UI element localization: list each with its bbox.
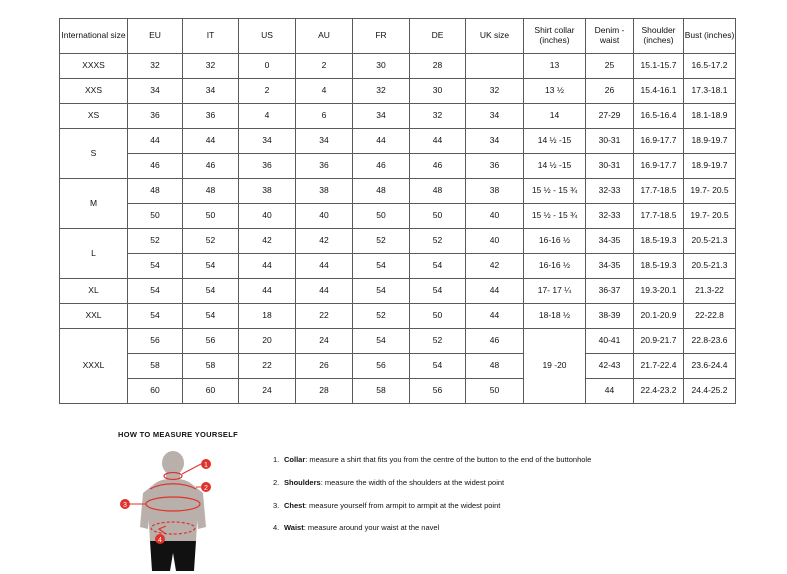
- cell-de: 32: [410, 104, 466, 129]
- cell-shoulder: 20.1-20.9: [634, 304, 684, 329]
- cell-us: 38: [239, 179, 296, 204]
- cell-shirt-collar: 15 ½ - 15 ¾: [524, 179, 586, 204]
- cell-us: 36: [239, 154, 296, 179]
- cell-denim-waist: 32-33: [586, 179, 634, 204]
- cell-shirt-collar: 17- 17 ¼: [524, 279, 586, 304]
- measure-item-number: 4.: [273, 523, 280, 533]
- cell-it: 34: [183, 79, 239, 104]
- cell-au: 44: [296, 279, 353, 304]
- measure-instruction-item: [273, 478, 591, 488]
- table-body: [60, 54, 736, 404]
- cell-fr: 58: [353, 379, 410, 404]
- cell-bust: 24.4-25.2: [684, 379, 736, 404]
- cell-it: 44: [183, 129, 239, 154]
- cell-us: 18: [239, 304, 296, 329]
- table-row: [60, 104, 736, 129]
- cell-fr: 52: [353, 304, 410, 329]
- cell-fr: 54: [353, 279, 410, 304]
- measure-item-term: Collar: [284, 455, 306, 464]
- cell-de: 52: [410, 229, 466, 254]
- cell-international-size: L: [60, 229, 128, 279]
- column-header-de: DE: [410, 19, 466, 54]
- cell-us: 4: [239, 104, 296, 129]
- cell-de: 54: [410, 254, 466, 279]
- cell-de: 44: [410, 129, 466, 154]
- cell-uk: 48: [466, 354, 524, 379]
- cell-international-size: XXL: [60, 304, 128, 329]
- cell-bust: 20.5-21.3: [684, 254, 736, 279]
- column-header-fr: FR: [353, 19, 410, 54]
- cell-fr: 44: [353, 129, 410, 154]
- cell-denim-waist: 38-39: [586, 304, 634, 329]
- cell-eu: 56: [128, 329, 183, 354]
- cell-shoulder: 15.1-15.7: [634, 54, 684, 79]
- cell-us: 44: [239, 254, 296, 279]
- svg-text:2: 2: [204, 485, 208, 492]
- cell-international-size: XXS: [60, 79, 128, 104]
- cell-fr: 48: [353, 179, 410, 204]
- measure-item-term: Chest: [284, 500, 305, 510]
- cell-uk: 42: [466, 254, 524, 279]
- measure-item-term: Waist: [284, 523, 304, 533]
- cell-shoulder: 20.9-21.7: [634, 329, 684, 354]
- cell-shirt-collar: 13 ½: [524, 79, 586, 104]
- cell-uk: 34: [466, 104, 524, 129]
- cell-uk: 44: [466, 279, 524, 304]
- size-chart-table: [59, 18, 736, 404]
- cell-de: 56: [410, 379, 466, 404]
- cell-shirt-collar: 18-18 ½: [524, 304, 586, 329]
- measure-item-text: : measure a shirt that fits you from the centre of the button to the end of the buttonhole: [305, 455, 592, 464]
- cell-it: 50: [183, 204, 239, 229]
- cell-au: 2: [296, 54, 353, 79]
- cell-us: 40: [239, 204, 296, 229]
- cell-au: 4: [296, 79, 353, 104]
- cell-denim-waist: 36-37: [586, 279, 634, 304]
- cell-us: 0: [239, 54, 296, 79]
- cell-shirt-collar: 16-16 ½: [524, 254, 586, 279]
- measure-item-term: Shoulders: [284, 477, 321, 487]
- cell-eu: 60: [128, 379, 183, 404]
- cell-eu: 54: [128, 254, 183, 279]
- cell-shirt-collar: 14: [524, 104, 586, 129]
- table-row: [60, 304, 736, 329]
- cell-it: 52: [183, 229, 239, 254]
- cell-eu: 44: [128, 129, 183, 154]
- cell-bust: 20.5-21.3: [684, 229, 736, 254]
- table-row: [60, 229, 736, 254]
- cell-fr: 54: [353, 329, 410, 354]
- cell-denim-waist: 34-35: [586, 229, 634, 254]
- measure-item-text: : measure around your waist at the navel: [303, 523, 440, 533]
- cell-au: 6: [296, 104, 353, 129]
- cell-de: 46: [410, 154, 466, 179]
- cell-de: 28: [410, 54, 466, 79]
- cell-uk: 34: [466, 129, 524, 154]
- cell-au: 28: [296, 379, 353, 404]
- table-row: [60, 79, 736, 104]
- cell-uk: 44: [466, 304, 524, 329]
- cell-it: 36: [183, 104, 239, 129]
- how-to-measure-section: [118, 430, 718, 569]
- cell-fr: 30: [353, 54, 410, 79]
- cell-us: 34: [239, 129, 296, 154]
- cell-fr: 46: [353, 154, 410, 179]
- cell-shoulder: 17.7-18.5: [634, 179, 684, 204]
- cell-fr: 54: [353, 254, 410, 279]
- column-header-eu: EU: [128, 19, 183, 54]
- cell-bust: 22.8-23.6: [684, 329, 736, 354]
- cell-au: 42: [296, 229, 353, 254]
- cell-shirt-collar: 14 ½ -15: [524, 129, 586, 154]
- cell-eu: 58: [128, 354, 183, 379]
- table-header-row: [60, 19, 736, 54]
- cell-it: 60: [183, 379, 239, 404]
- cell-shoulder: 22.4-23.2: [634, 379, 684, 404]
- cell-international-size: XL: [60, 279, 128, 304]
- cell-eu: 34: [128, 79, 183, 104]
- cell-eu: 46: [128, 154, 183, 179]
- cell-eu: 52: [128, 229, 183, 254]
- cell-de: 54: [410, 279, 466, 304]
- table-row: [60, 129, 736, 154]
- cell-au: 44: [296, 254, 353, 279]
- table-row: [60, 254, 736, 279]
- cell-it: 48: [183, 179, 239, 204]
- table-row: [60, 279, 736, 304]
- cell-uk: 32: [466, 79, 524, 104]
- cell-eu: 54: [128, 279, 183, 304]
- cell-eu: 36: [128, 104, 183, 129]
- cell-shirt-collar: 19 -20: [524, 329, 586, 404]
- cell-international-size: XXXL: [60, 329, 128, 404]
- cell-au: 40: [296, 204, 353, 229]
- cell-it: 46: [183, 154, 239, 179]
- cell-us: 22: [239, 354, 296, 379]
- cell-denim-waist: 30-31: [586, 129, 634, 154]
- cell-shoulder: 15.4-16.1: [634, 79, 684, 104]
- cell-international-size: XXXS: [60, 54, 128, 79]
- cell-international-size: M: [60, 179, 128, 229]
- cell-shirt-collar: 14 ½ -15: [524, 154, 586, 179]
- body-figure-illustration: [118, 449, 228, 574]
- cell-bust: 21.3-22: [684, 279, 736, 304]
- cell-shoulder: 16.5-16.4: [634, 104, 684, 129]
- cell-eu: 48: [128, 179, 183, 204]
- cell-de: 30: [410, 79, 466, 104]
- cell-bust: 17.3-18.1: [684, 79, 736, 104]
- cell-denim-waist: 26: [586, 79, 634, 104]
- cell-uk: 46: [466, 329, 524, 354]
- cell-international-size: S: [60, 129, 128, 179]
- measure-item-number: 1.: [273, 455, 280, 464]
- cell-denim-waist: 30-31: [586, 154, 634, 179]
- measure-item-text: : measure yourself from armpit to armpit at the widest point: [304, 500, 501, 510]
- cell-shoulder: 18.5-19.3: [634, 254, 684, 279]
- cell-shoulder: 17.7-18.5: [634, 204, 684, 229]
- column-header-us: US: [239, 19, 296, 54]
- table-row: [60, 179, 736, 204]
- measure-item-text: : measure the width of the shoulders at the widest point: [320, 477, 505, 487]
- cell-denim-waist: 44: [586, 379, 634, 404]
- column-header-it: IT: [183, 19, 239, 54]
- cell-us: 2: [239, 79, 296, 104]
- measure-instruction-item: [273, 455, 591, 465]
- table-row: [60, 329, 736, 354]
- cell-fr: 34: [353, 104, 410, 129]
- cell-au: 24: [296, 329, 353, 354]
- cell-denim-waist: 34-35: [586, 254, 634, 279]
- cell-bust: 18.9-19.7: [684, 129, 736, 154]
- cell-it: 56: [183, 329, 239, 354]
- cell-bust: 23.6-24.4: [684, 354, 736, 379]
- cell-it: 54: [183, 304, 239, 329]
- cell-denim-waist: 32-33: [586, 204, 634, 229]
- cell-shoulder: 16.9-17.7: [634, 129, 684, 154]
- measure-item-number: 3.: [273, 500, 280, 510]
- cell-uk: 40: [466, 229, 524, 254]
- cell-international-size: XS: [60, 104, 128, 129]
- measure-instruction-list: [273, 455, 591, 546]
- table-row: [60, 379, 736, 404]
- table-row: [60, 54, 736, 79]
- cell-shirt-collar: 16-16 ½: [524, 229, 586, 254]
- column-header-shirt-collar: Shirt collar (inches): [524, 19, 586, 54]
- cell-shoulder: 18.5-19.3: [634, 229, 684, 254]
- cell-fr: 52: [353, 229, 410, 254]
- cell-denim-waist: 25: [586, 54, 634, 79]
- measure-instruction-item: [273, 501, 591, 511]
- cell-uk: 36: [466, 154, 524, 179]
- svg-text:1: 1: [204, 462, 208, 469]
- cell-uk: 50: [466, 379, 524, 404]
- cell-eu: 54: [128, 304, 183, 329]
- cell-au: 36: [296, 154, 353, 179]
- cell-bust: 19.7- 20.5: [684, 204, 736, 229]
- measure-item-number: 2.: [273, 477, 280, 487]
- cell-it: 54: [183, 254, 239, 279]
- column-header-international: International size: [60, 19, 128, 54]
- cell-fr: 56: [353, 354, 410, 379]
- table-row: [60, 354, 736, 379]
- column-header-denim-waist: Denim - waist: [586, 19, 634, 54]
- cell-bust: 18.1-18.9: [684, 104, 736, 129]
- cell-us: 42: [239, 229, 296, 254]
- cell-de: 48: [410, 179, 466, 204]
- cell-fr: 50: [353, 204, 410, 229]
- cell-eu: 50: [128, 204, 183, 229]
- cell-de: 50: [410, 304, 466, 329]
- cell-bust: 18.9-19.7: [684, 154, 736, 179]
- cell-shoulder: 21.7-22.4: [634, 354, 684, 379]
- cell-it: 32: [183, 54, 239, 79]
- cell-au: 38: [296, 179, 353, 204]
- cell-bust: 22-22.8: [684, 304, 736, 329]
- cell-uk: 40: [466, 204, 524, 229]
- cell-denim-waist: 40-41: [586, 329, 634, 354]
- cell-shoulder: 16.9-17.7: [634, 154, 684, 179]
- cell-it: 58: [183, 354, 239, 379]
- cell-denim-waist: 27-29: [586, 104, 634, 129]
- cell-uk: [466, 54, 524, 79]
- cell-eu: 32: [128, 54, 183, 79]
- column-header-bust: Bust (inches): [684, 19, 736, 54]
- cell-de: 54: [410, 354, 466, 379]
- svg-text:3: 3: [123, 502, 127, 509]
- cell-us: 24: [239, 379, 296, 404]
- cell-denim-waist: 42-43: [586, 354, 634, 379]
- cell-de: 50: [410, 204, 466, 229]
- cell-uk: 38: [466, 179, 524, 204]
- body-figure: [118, 449, 228, 569]
- table-row: [60, 154, 736, 179]
- cell-fr: 32: [353, 79, 410, 104]
- column-header-uk: UK size: [466, 19, 524, 54]
- cell-shirt-collar: 15 ½ - 15 ¾: [524, 204, 586, 229]
- cell-bust: 19.7- 20.5: [684, 179, 736, 204]
- cell-us: 20: [239, 329, 296, 354]
- cell-us: 44: [239, 279, 296, 304]
- cell-it: 54: [183, 279, 239, 304]
- cell-de: 52: [410, 329, 466, 354]
- column-header-shoulder: Shoulder (inches): [634, 19, 684, 54]
- cell-au: 26: [296, 354, 353, 379]
- column-header-au: AU: [296, 19, 353, 54]
- cell-shirt-collar: 13: [524, 54, 586, 79]
- how-to-measure-title: HOW TO MEASURE YOURSELF: [118, 430, 238, 439]
- cell-shoulder: 19.3-20.1: [634, 279, 684, 304]
- svg-text:4: 4: [158, 537, 162, 544]
- cell-au: 22: [296, 304, 353, 329]
- table-row: [60, 204, 736, 229]
- cell-au: 34: [296, 129, 353, 154]
- measure-instruction-item: [273, 523, 591, 533]
- cell-bust: 16.5-17.2: [684, 54, 736, 79]
